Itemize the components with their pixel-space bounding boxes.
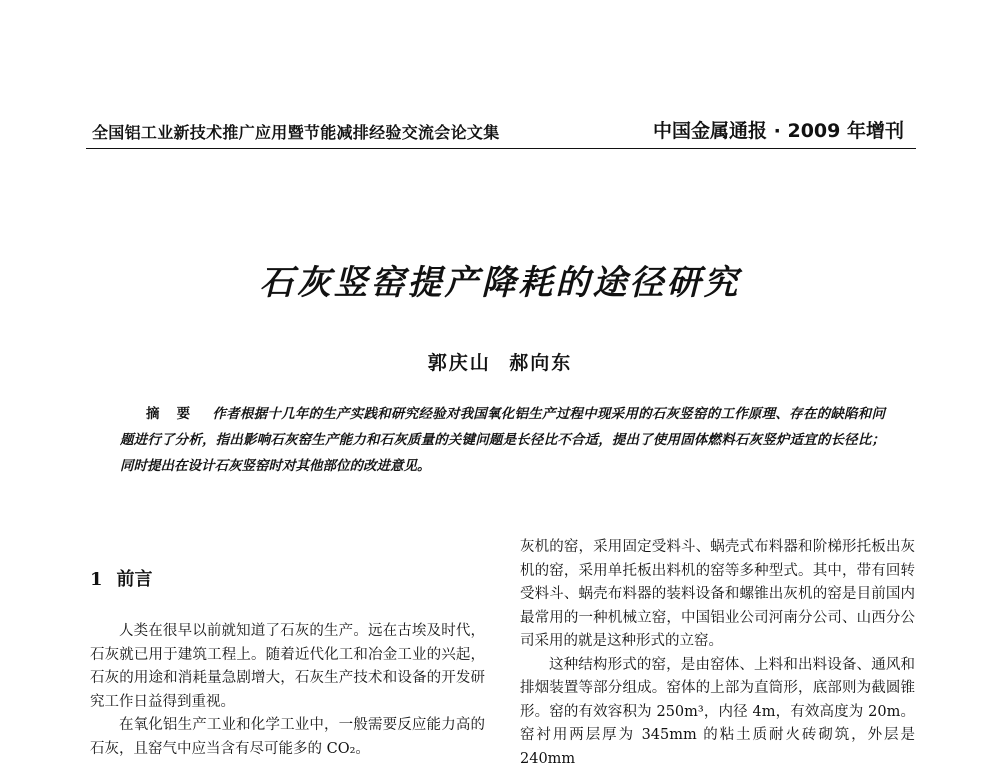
left-paragraph-2: 在氧化铝生产工业和化学工业中，一般需要反应能力高的石灰，且窑气中应当含有尽可能多的 CO₂。 bbox=[90, 714, 485, 761]
paper-title: 石灰竖窑提产降耗的途径研究 bbox=[0, 255, 1000, 304]
right-paragraph-1: 灰机的窑，采用固定受料斗、蜗壳式布料器和阶梯形托板出灰机的窑，采用单托板出料机的窑等多种型式。其中，带有回转受料斗、蜗壳布料器的装料设备和螺锥出灰机的窑是目前国内最常用的一种机械立窑，中国铝业公司河南分公司、山西分公司采用的就是这种形式的立窑。 bbox=[520, 536, 915, 654]
header-rule bbox=[86, 148, 916, 149]
running-header-left: 全国铝工业新技术推广应用暨节能减排经验交流会论文集 bbox=[92, 120, 500, 143]
running-header-right: 中国金属通报 · 2009 年增刊 bbox=[653, 116, 904, 143]
section-number: 1 bbox=[90, 569, 103, 590]
abstract-label: 摘 要 bbox=[146, 406, 196, 422]
right-paragraph-2: 这种结构形式的窑，是由窑体、上料和出料设备、通风和排烟装置等部分组成。窑体的上部为直筒形，底部则为截圆锥形。窑的有效容积为 250m³，内径 4m，有效高度为 20m。窑衬用两层厚为 345mm 的粘土质耐火砖砌筑，外层是 240mm bbox=[520, 654, 915, 771]
authors: 郭庆山 郝向东 bbox=[0, 348, 1000, 375]
abstract bbox=[120, 401, 885, 479]
left-paragraph-1: 人类在很早以前就知道了石灰的生产。远在古埃及时代，石灰就已用于建筑工程上。随着近代化工和冶金工业的兴起，石灰的用途和消耗量急剧增大，石灰生产技术和设备的开发研究工作日益得到重视。 bbox=[90, 620, 485, 714]
abstract-text: 作者根据十几年的生产实践和研究经验对我国氧化铝生产过程中现采用的石灰竖窑的工作原理、存在的缺陷和问题进行了分析，指出影响石灰窑生产能力和石灰质量的关键问题是长径比不合适，提出了使用固体燃料石灰竖炉适宜的长径比；同时提出在设计石灰竖窑时对其他部位的改进意见。 bbox=[120, 406, 885, 474]
right-column bbox=[520, 536, 915, 771]
left-column bbox=[90, 620, 485, 761]
section-title: 前言 bbox=[117, 569, 153, 590]
section-heading bbox=[90, 565, 153, 591]
